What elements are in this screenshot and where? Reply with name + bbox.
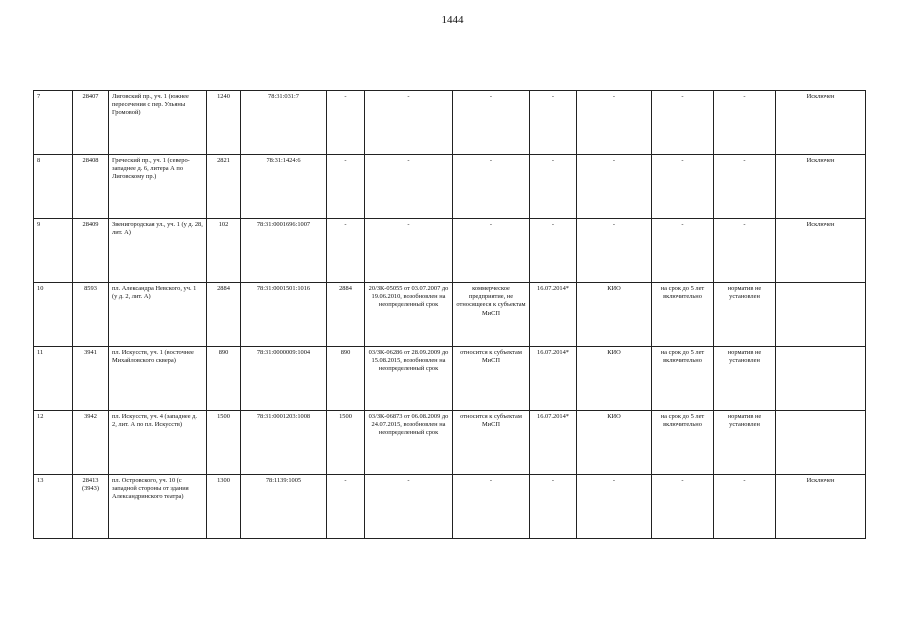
status-cell: [776, 411, 866, 475]
norm-cell: норматив не установлен: [714, 411, 776, 475]
date-cell: 16.07.2014*: [530, 283, 577, 347]
status-cell: Исключен: [776, 219, 866, 283]
status-cell: [776, 347, 866, 411]
page-number: 1444: [441, 14, 464, 26]
norm-cell: норматив не установлен: [714, 347, 776, 411]
cadastral-number-cell: 78:31:031:7: [241, 91, 327, 155]
area-cell: 1300: [207, 475, 241, 539]
address-cell: пл. Искусств, уч. 1 (восточнее Михайловского сквера): [109, 347, 207, 411]
address-cell: Лиговский пр., уч. 1 (южнее пересечения с пер. Ульяны Громовой): [109, 91, 207, 155]
lease-area-cell: 890: [327, 347, 365, 411]
authority-cell: -: [577, 475, 652, 539]
status-cell: Исключен: [776, 91, 866, 155]
status-cell: [776, 283, 866, 347]
table-row: [34, 155, 866, 219]
authority-cell: -: [577, 219, 652, 283]
lease-contract-cell: 03/ЗК-06286 от 28.09.2009 до 15.08.2015, возобновлен на неопределенный срок: [365, 347, 453, 411]
cadastral-number-cell: 78:31:0001696:1007: [241, 219, 327, 283]
norm-cell: -: [714, 475, 776, 539]
status-cell: Исключен: [776, 155, 866, 219]
date-cell: -: [530, 475, 577, 539]
table-row: [34, 411, 866, 475]
norm-cell: -: [714, 91, 776, 155]
lease-area-cell: 2884: [327, 283, 365, 347]
term-cell: -: [652, 155, 714, 219]
lease-contract-cell: -: [365, 91, 453, 155]
lease-area-cell: -: [327, 91, 365, 155]
address-cell: пл. Островского, уч. 10 (с западной стороны от здания Александринского театра): [109, 475, 207, 539]
address-cell: пл. Искусств, уч. 4 (западнее д. 2, лит. А по пл. Искусств): [109, 411, 207, 475]
object-id: 28409: [73, 219, 109, 283]
row-number: 13: [34, 475, 73, 539]
object-id: 28413 (3943): [73, 475, 109, 539]
date-cell: -: [530, 155, 577, 219]
address-cell: Греческий пр., уч. 1 (северо-западнее д. 6, литера А по Лиговскому пр.): [109, 155, 207, 219]
object-id: 8593: [73, 283, 109, 347]
area-cell: 2884: [207, 283, 241, 347]
table-row: [34, 283, 866, 347]
norm-cell: -: [714, 155, 776, 219]
object-id: 28408: [73, 155, 109, 219]
lease-area-cell: -: [327, 155, 365, 219]
tenant-status-cell: -: [453, 91, 530, 155]
tenant-status-cell: коммерческое предприятие, не относящееся к субъектам МиСП: [453, 283, 530, 347]
object-id: 28407: [73, 91, 109, 155]
tenant-status-cell: -: [453, 155, 530, 219]
area-cell: 1500: [207, 411, 241, 475]
authority-cell: КИО: [577, 347, 652, 411]
row-number: 7: [34, 91, 73, 155]
lease-contract-cell: 20/ЗК-05055 от 03.07.2007 до 19.06.2010, возобновлен на неопределенный срок: [365, 283, 453, 347]
cadastral-number-cell: 78:31:0000009:1004: [241, 347, 327, 411]
table-row: [34, 219, 866, 283]
area-cell: 2821: [207, 155, 241, 219]
date-cell: 16.07.2014*: [530, 411, 577, 475]
term-cell: -: [652, 475, 714, 539]
tenant-status-cell: относится к субъектам МиСП: [453, 347, 530, 411]
authority-cell: КИО: [577, 411, 652, 475]
lease-contract-cell: -: [365, 475, 453, 539]
address-cell: пл. Александра Невского, уч. 1 (у д. 2, лит. А): [109, 283, 207, 347]
area-cell: 1240: [207, 91, 241, 155]
date-cell: 16.07.2014*: [530, 347, 577, 411]
norm-cell: норматив не установлен: [714, 283, 776, 347]
table-row: [34, 347, 866, 411]
term-cell: на срок до 5 лет включительно: [652, 411, 714, 475]
row-number: 11: [34, 347, 73, 411]
cadastral-number-cell: 78:31:1424:6: [241, 155, 327, 219]
cadastral-number-cell: 78:31:0001203:1008: [241, 411, 327, 475]
row-number: 10: [34, 283, 73, 347]
term-cell: на срок до 5 лет включительно: [652, 347, 714, 411]
lease-area-cell: -: [327, 219, 365, 283]
norm-cell: -: [714, 219, 776, 283]
tenant-status-cell: относится к субъектам МиСП: [453, 411, 530, 475]
authority-cell: -: [577, 155, 652, 219]
registry-table: [33, 90, 866, 539]
date-cell: -: [530, 219, 577, 283]
table-body: [34, 91, 866, 539]
lease-contract-cell: 03/ЗК-06873 от 06.08.2009 до 24.07.2015, возобновлен на неопределенный срок: [365, 411, 453, 475]
term-cell: -: [652, 91, 714, 155]
date-cell: -: [530, 91, 577, 155]
lease-area-cell: 1500: [327, 411, 365, 475]
table-row: [34, 91, 866, 155]
authority-cell: КИО: [577, 283, 652, 347]
tenant-status-cell: -: [453, 219, 530, 283]
area-cell: 102: [207, 219, 241, 283]
address-cell: Звенигородская ул., уч. 1 (у д. 28, лит. А): [109, 219, 207, 283]
lease-contract-cell: -: [365, 155, 453, 219]
lease-contract-cell: -: [365, 219, 453, 283]
row-number: 9: [34, 219, 73, 283]
term-cell: -: [652, 219, 714, 283]
object-id: 3942: [73, 411, 109, 475]
object-id: 3941: [73, 347, 109, 411]
lease-area-cell: -: [327, 475, 365, 539]
status-cell: Исключен: [776, 475, 866, 539]
area-cell: 890: [207, 347, 241, 411]
row-number: 12: [34, 411, 73, 475]
row-number: 8: [34, 155, 73, 219]
authority-cell: -: [577, 91, 652, 155]
cadastral-number-cell: 78:31:0001501:1016: [241, 283, 327, 347]
tenant-status-cell: -: [453, 475, 530, 539]
term-cell: на срок до 5 лет включительно: [652, 283, 714, 347]
table-row: [34, 475, 866, 539]
cadastral-number-cell: 78:1139:1005: [241, 475, 327, 539]
